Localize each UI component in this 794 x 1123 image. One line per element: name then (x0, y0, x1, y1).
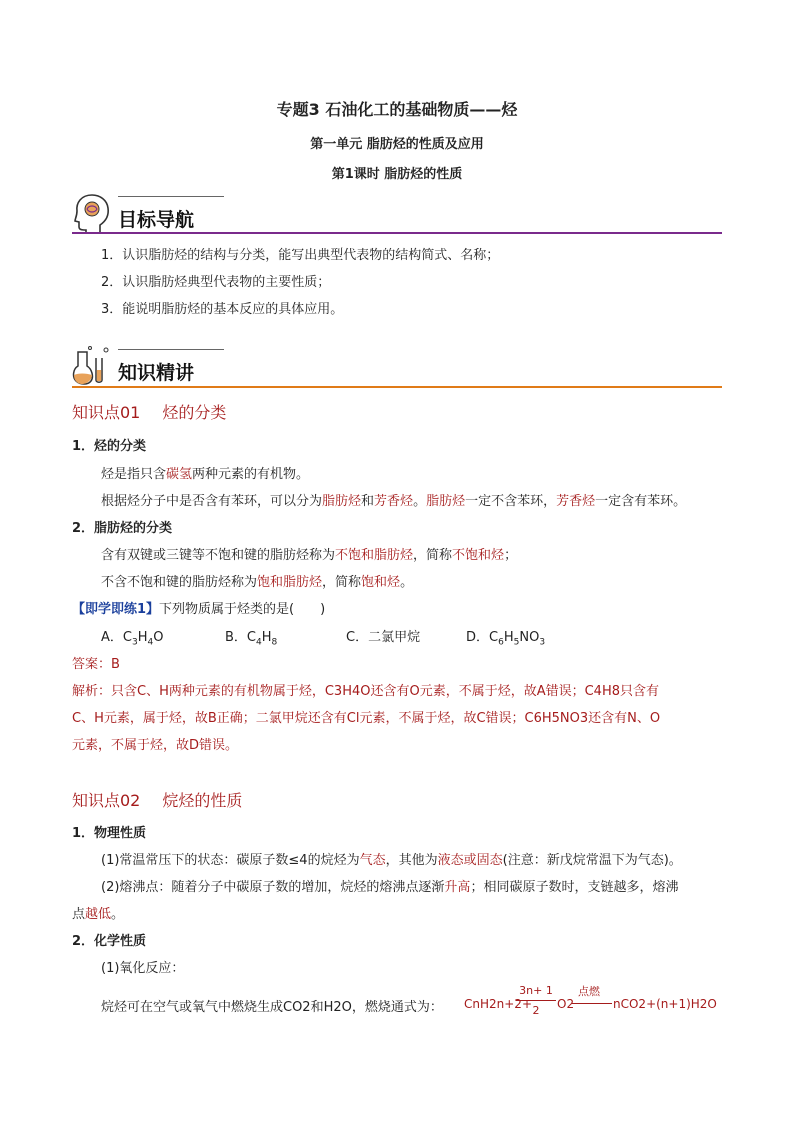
reaction-arrow (572, 1003, 612, 1004)
kp2-number: 知识点02 (72, 791, 141, 810)
goal-item: 1．认识脂肪烃的结构与分类，能写出典型代表物的结构简式、名称； (101, 248, 500, 263)
kp2-section1-heading: 1．物理性质 (72, 826, 147, 841)
kp1-line: 不含不饱和键的脂肪烃称为饱和脂肪烃，简称饱和烃。 (101, 575, 414, 590)
banner-topline (118, 196, 224, 197)
formula-lhs: CnH2n+2+ (464, 997, 532, 1011)
explanation-line: 解析：只含C、H两种元素的有机物属于烃，C3H4O还含有O元素，不属于烃，故A错误；C4H8只含有 (72, 684, 660, 699)
answer: 答案：B (72, 657, 120, 672)
formula-coef-num: 3n+ 1 (519, 984, 553, 997)
practice-tag: 【即学即练1】 (72, 602, 160, 617)
kp2-line: (1)常温常压下的状态：碳原子数≤4的烷烃为气态，其他为液态或固态(注意：新戊烷常温下为气态)。 (101, 853, 682, 868)
oxidation-heading: (1)氧化反应： (101, 961, 185, 976)
kp1-section2-heading: 2．脂肪烃的分类 (72, 521, 173, 536)
lab-flask-icon (70, 344, 114, 386)
knowledge-divider (72, 386, 722, 388)
practice-question: 【即学即练1】下列物质属于烃类的是( ) (72, 602, 326, 617)
kp1-line: 烃是指只含碳氢两种元素的有机物。 (101, 467, 310, 482)
kp1-title: 烃的分类 (162, 403, 227, 422)
formula-rhs: nCO2+(n+1)H2O (613, 997, 717, 1011)
combustion-text: 烷烃可在空气或氧气中燃烧生成CO2和H2O，燃烧通式为： (101, 1000, 443, 1015)
doc-title: 专题3 石油化工的基础物质——烃 (276, 100, 518, 119)
explanation-line: 元素，不属于烃，故D错误。 (72, 738, 239, 753)
choice-b: B．$C_4H_8$ (225, 630, 278, 648)
lesson-title: 第1课时 脂肪烃的性质 (331, 167, 463, 182)
choice-c: C．二氯甲烷 (346, 630, 421, 645)
formula-o2: O2 (557, 997, 575, 1011)
goals-banner-title: 目标导航 (118, 209, 195, 231)
kp1-line: 含有双键或三键等不饱和键的脂肪烃称为不饱和脂肪烃，简称不饱和烃； (101, 548, 518, 563)
goals-divider (72, 232, 722, 234)
explanation-line: C、H元素，属于烃，故B正确；二氯甲烷还含有Cl元素，不属于烃，故C错误；C6H5NO3还含有N、O (72, 711, 661, 726)
kp1-heading (72, 400, 248, 423)
choice-d: D．$C_6H_5NO_3$ (466, 630, 546, 648)
goal-item: 3．能说明脂肪烃的基本反应的具体应用。 (101, 302, 344, 317)
kp1-number: 知识点01 (72, 403, 141, 422)
kp2-heading (72, 788, 264, 811)
formula-coef-den: 2 (532, 1004, 540, 1017)
knowledge-banner-title: 知识精讲 (118, 362, 195, 384)
kp2-section2-heading: 2．化学性质 (72, 934, 147, 949)
goal-item: 2．认识脂肪烃典型代表物的主要性质； (101, 275, 331, 290)
brain-head-icon (72, 192, 112, 234)
kp2-line: 点越低。 (72, 907, 125, 922)
fraction-bar (516, 1000, 556, 1001)
kp1-line: 根据烃分子中是否含有苯环，可以分为脂肪烃和芳香烃。脂肪烃一定不含苯环，芳香烃一定含有苯环。 (101, 494, 687, 509)
unit-title: 第一单元 脂肪烃的性质及应用 (310, 137, 484, 152)
kp1-section1-heading: 1．烃的分类 (72, 439, 147, 454)
kp2-line: (2)熔沸点：随着分子中碳原子数的增加，烷烃的熔沸点逐渐升高；相同碳原子数时，支链越多，熔沸 (101, 880, 679, 895)
banner-topline (118, 349, 224, 350)
formula-condition: 点燃 (578, 985, 600, 998)
choice-a: A．$C_3H_4O$ (101, 630, 164, 648)
kp2-title: 烷烃的性质 (162, 791, 243, 810)
